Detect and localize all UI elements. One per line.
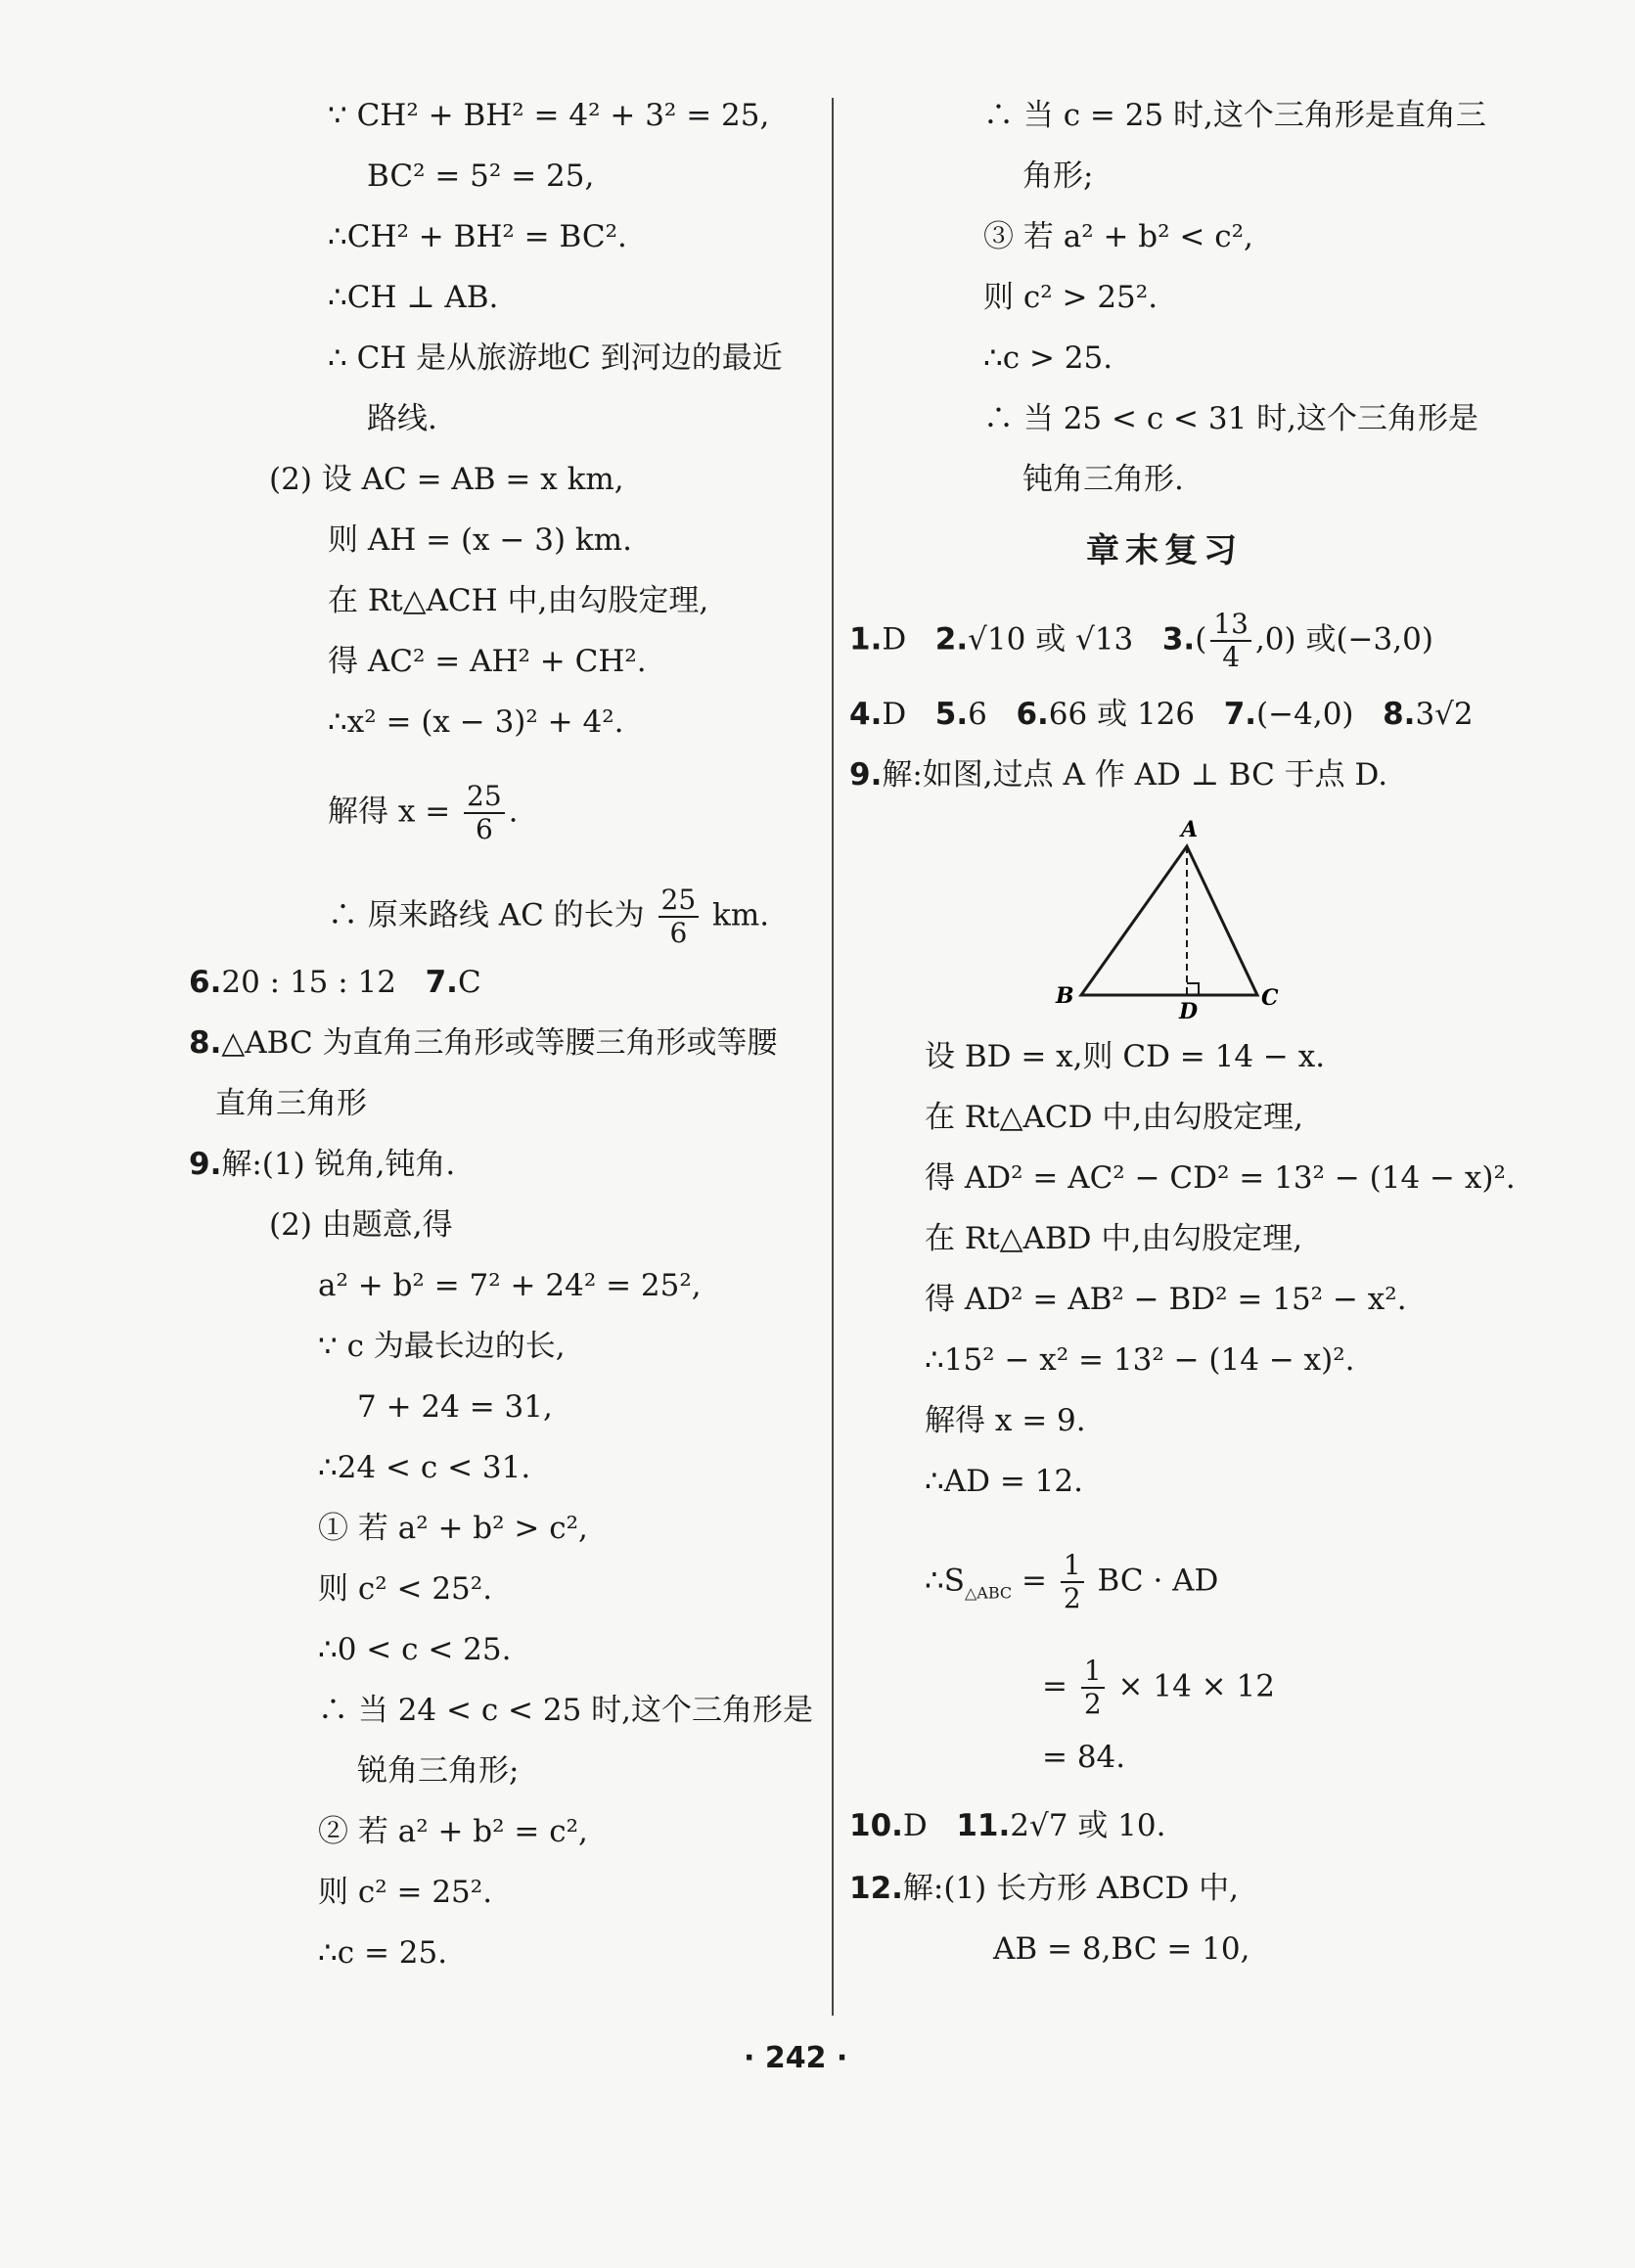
question-number: 3. [1161, 621, 1196, 658]
question-number: 8. [1383, 697, 1416, 732]
text-line: 在 Rt△ABD 中,由勾股定理, [925, 1221, 1303, 1256]
text-line: 钝角三角形. [1022, 462, 1184, 497]
text-line: 角形; [1022, 159, 1094, 194]
text-line: 锐角三角形; [357, 1753, 520, 1789]
label-d: D [1179, 999, 1199, 1022]
denominator: 6 [475, 813, 493, 845]
answer: 解:(1) 长方形 ABCD 中, [902, 1871, 1240, 1906]
text-line: 得 AC² = AH² + CH². [328, 644, 647, 679]
right-angle-mark [1187, 983, 1199, 995]
question-number: 1. [849, 621, 883, 658]
text-line: 得 AD² = AB² − BD² = 15² − x². [925, 1282, 1407, 1317]
text-line: ∴CH ⊥ AB. [328, 280, 499, 315]
column-divider [832, 98, 834, 2016]
question-number: 7. [1223, 697, 1257, 732]
answer: D [902, 1808, 928, 1843]
answer: ,0) 或(−3,0) [1254, 621, 1433, 658]
text-line: 设 BD = x,则 CD = 14 − x. [925, 1039, 1326, 1074]
question-number: 12. [849, 1871, 903, 1906]
formula-line [925, 1550, 1218, 1614]
fraction [1081, 1656, 1105, 1720]
section-heading: 章末复习 [1086, 531, 1243, 570]
text-line: AB = 8,BC = 10, [993, 1931, 1250, 1967]
answer: 解:如图,过点 A 作 AD ⊥ BC 于点 D. [882, 757, 1388, 793]
text-line: ∴CH² + BH² = BC². [328, 219, 627, 254]
text: = [1021, 1563, 1047, 1599]
answer: 66 或 126 [1048, 697, 1196, 732]
text-line: 解得 x = $\frac{25}{6}$ . [328, 780, 519, 845]
text: ∴S [925, 1563, 965, 1599]
text-line: = 84. [1042, 1740, 1126, 1775]
answer: △ABC 为直角三角形或等腰三角形或等腰 [221, 1025, 778, 1061]
text: × 14 × 12 [1117, 1668, 1275, 1704]
text-line: ∴c = 25. [318, 1935, 448, 1971]
fraction [659, 885, 700, 949]
answer-line [849, 1806, 1165, 1845]
text-line: ∴x² = (x − 3)² + 4². [328, 704, 624, 740]
triangle-abc [1081, 846, 1257, 995]
answer-line [189, 1023, 778, 1063]
answer: 3√2 [1415, 697, 1474, 732]
answer: 或 [1035, 621, 1067, 658]
question-number: 6. [189, 965, 222, 1000]
answer-line [849, 1869, 1239, 1908]
text-line [328, 885, 769, 949]
text-line: ① 若 a² + b² > c², [318, 1511, 588, 1546]
text-line: 7 + 24 = 31, [357, 1389, 553, 1425]
text-line: ∴ 当 25 < c < 31 时,这个三角形是 [983, 401, 1479, 436]
text-line: 在 Rt△ACD 中,由勾股定理, [925, 1100, 1304, 1135]
answer: 20 : 15 : 12 [221, 965, 397, 1000]
answer: 6 [968, 697, 987, 732]
answer: √10 [968, 621, 1026, 658]
label-a: A [1181, 817, 1199, 842]
text: ∴ 原来路线 AC 的长为 [328, 897, 645, 933]
page-number: · 242 · [744, 2041, 848, 2075]
answer: D [882, 697, 907, 732]
text-line: ∴ 当 c = 25 时,这个三角形是直角三 [983, 98, 1486, 133]
text-line: 则 c² = 25². [318, 1875, 493, 1910]
text-line: ∴0 < c < 25. [318, 1632, 512, 1667]
answer-line [849, 695, 1474, 734]
text-line: 直角三角形 [215, 1086, 367, 1121]
text-line: a² + b² = 7² + 24² = 25², [318, 1268, 702, 1303]
question-number: 9. [849, 757, 883, 793]
denominator: 2 [1063, 1582, 1081, 1614]
answer-line: 1.D 2.√10 或 √13 3.( $\frac{13}{4}$ ,0) 或(−3,0) [849, 608, 1433, 673]
question-number: 11. [956, 1808, 1011, 1843]
text: BC · AD [1097, 1563, 1219, 1599]
denominator: 4 [1222, 641, 1241, 673]
answer: C [457, 965, 481, 1000]
answer: 解:(1) 锐角,钝角. [221, 1147, 456, 1182]
text-line: ∴15² − x² = 13² − (14 − x)². [925, 1342, 1355, 1378]
numerator: 1 [1081, 1656, 1105, 1689]
answer: (−4,0) [1256, 697, 1354, 732]
text-line: (2) 由题意,得 [269, 1207, 453, 1243]
answer-line [849, 755, 1387, 794]
text-line: ∴c > 25. [983, 340, 1113, 376]
label-b: B [1056, 983, 1074, 1009]
text-line: 则 AH = (x − 3) km. [328, 522, 632, 558]
subscript: △ABC [964, 1583, 1013, 1603]
text-line: 解得 x = 9. [925, 1403, 1086, 1438]
text-line: (2) 设 AC = AB = x km, [269, 462, 624, 497]
denominator: 2 [1083, 1688, 1102, 1720]
text: = [1042, 1668, 1067, 1704]
text-line: 得 AD² = AC² − CD² = 13² − (14 − x)². [925, 1160, 1516, 1196]
text-line: ② 若 a² + b² = c², [318, 1814, 588, 1849]
question-number: 2. [934, 621, 969, 658]
question-number: 5. [934, 697, 969, 732]
fraction [1210, 609, 1251, 673]
numerator: 25 [659, 885, 700, 918]
question-number: 9. [189, 1147, 222, 1182]
text-line: 路线. [367, 401, 437, 436]
numerator: 13 [1210, 609, 1251, 642]
text-line: 则 c² < 25². [318, 1571, 493, 1607]
answer: √13 [1075, 621, 1134, 658]
text-line: ∵ c 为最长边的长, [318, 1329, 566, 1364]
text-line: ∴AD = 12. [925, 1464, 1083, 1499]
text-line: ∴ 当 24 < c < 25 时,这个三角形是 [318, 1693, 814, 1728]
text-line: 在 Rt△ACH 中,由勾股定理, [328, 583, 709, 618]
text-line: 则 c² > 25². [983, 280, 1158, 315]
fraction [464, 781, 505, 845]
numerator: 25 [464, 781, 505, 814]
numerator: 1 [1061, 1550, 1084, 1583]
fraction [1061, 1550, 1084, 1614]
answer: D [882, 621, 907, 658]
question-number: 10. [849, 1808, 903, 1843]
answer-line [189, 1145, 455, 1184]
question-number: 8. [189, 1025, 222, 1061]
text: 解得 x = [328, 794, 451, 830]
text-line: ∴24 < c < 31. [318, 1450, 531, 1485]
triangle-figure [1052, 817, 1287, 1022]
denominator: 6 [669, 917, 688, 949]
text-line: BC² = 5² = 25, [367, 159, 595, 194]
text-line: ③ 若 a² + b² < c², [983, 219, 1253, 254]
text-line: ∴ CH 是从旅游地C 到河边的最近 [328, 340, 783, 376]
question-number: 6. [1016, 697, 1049, 732]
answer-line [189, 963, 481, 1002]
answer: 2√7 或 10. [1010, 1808, 1166, 1843]
question-number: 7. [425, 965, 458, 1000]
question-number: 4. [849, 697, 883, 732]
label-c: C [1261, 985, 1279, 1011]
formula-line [1042, 1656, 1275, 1720]
text: km. [712, 897, 770, 933]
text-line: ∵ CH² + BH² = 4² + 3² = 25, [328, 98, 770, 133]
